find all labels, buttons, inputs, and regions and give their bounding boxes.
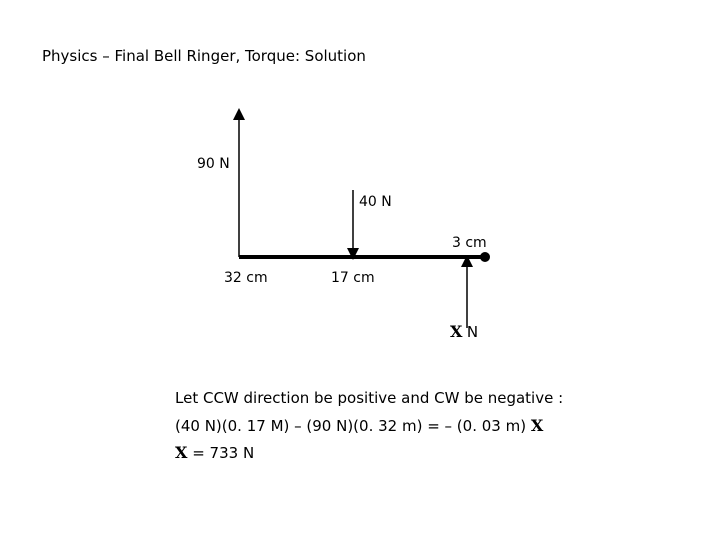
force-x-unit: N — [466, 323, 479, 341]
equation-text: (40 N)(0. 17 M) – (90 N)(0. 32 m) = – (0. 03 m) — [175, 417, 527, 435]
solution-line-1: Let CCW direction be positive and CW be negative : — [175, 389, 564, 407]
answer-text: = 733 N — [192, 444, 255, 462]
pivot-point — [480, 252, 490, 262]
distance-32cm-label: 32 cm — [224, 270, 268, 286]
solution-line-2 — [175, 418, 543, 434]
force-x-label — [450, 324, 478, 340]
answer-variable: X — [175, 443, 188, 462]
equation-variable: X — [530, 416, 544, 435]
force-90-label: 90 N — [197, 156, 230, 172]
force-40-label: 40 N — [359, 194, 392, 210]
force-x-variable: X — [450, 322, 463, 341]
distance-17cm-label: 17 cm — [331, 270, 375, 286]
page-title: Physics – Final Bell Ringer, Torque: Solution — [42, 47, 366, 65]
solution-line-3 — [175, 445, 254, 461]
distance-3cm-label: 3 cm — [452, 235, 487, 251]
